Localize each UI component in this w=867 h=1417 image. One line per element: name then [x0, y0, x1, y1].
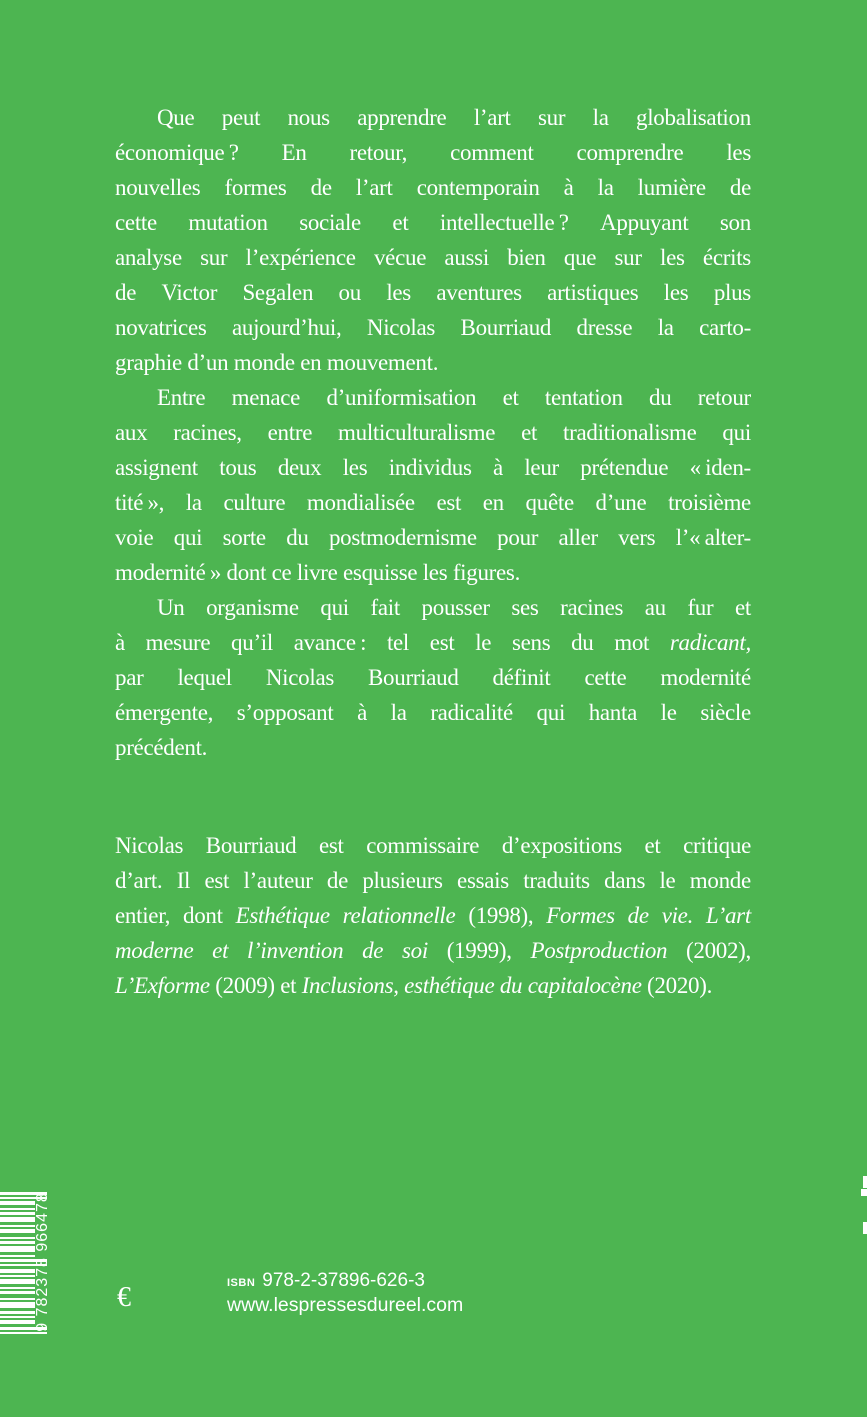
publisher-info [227, 1270, 463, 1316]
text-line: de Victor Segalen ou les aventures artistiques les plus [115, 280, 751, 305]
barcode-bar [0, 1287, 35, 1289]
text-line: Un organisme qui fait pousser ses racines au fur et [157, 595, 751, 620]
price-euro-symbol: € [117, 1282, 131, 1313]
barcode-bar [0, 1255, 35, 1257]
text-line: cette mutation sociale et intellectuelle ? Appuyant son [115, 210, 751, 235]
barcode-bar [0, 1302, 35, 1308]
barcode-bar [0, 1316, 35, 1318]
edge-mark [863, 1176, 867, 1188]
barcode-bar [0, 1320, 35, 1324]
text-line: entier, dont Esthétique relationnelle (1998), Formes de vie. L’art [115, 903, 751, 928]
text-line: moderne et l’invention de soi (1999), Postproduction (2002), [115, 938, 751, 963]
barcode-bar [0, 1208, 35, 1210]
edge-mark [863, 1222, 867, 1234]
barcode-bar [0, 1225, 35, 1227]
text-line: analyse sur l’expérience vécue aussi bien que sur les écrits [115, 245, 751, 270]
text-line: tité », la culture mondialisée est en quête d’une troisième [115, 490, 751, 515]
text-line: assignent tous deux les individus à leur prétendue « iden- [115, 455, 751, 480]
isbn-number: 978-2-37896-626-3 [262, 1270, 425, 1291]
barcode-bar [0, 1311, 35, 1314]
barcode-bar [0, 1279, 35, 1284]
text-line: économique ? En retour, comment comprendre les [115, 140, 751, 165]
text-line: graphie d’un monde en mouvement. [115, 350, 439, 375]
barcode-bar [0, 1241, 35, 1244]
text-line: nouvelles formes de l’art contemporain à la lumière de [115, 175, 751, 200]
barcode-bar [0, 1291, 35, 1294]
barcode-bar [0, 1201, 35, 1205]
edge-mark [861, 1189, 867, 1196]
barcode-bar [0, 1332, 47, 1334]
text-line: d’art. Il est l’auteur de plusieurs essais traduits dans le monde [115, 868, 751, 893]
isbn-label: ISBN [227, 1277, 256, 1289]
text-line: précédent. [115, 735, 208, 760]
barcode-bar [0, 1269, 35, 1273]
barcode-bar [0, 1275, 35, 1277]
text-line: modernité » dont ce livre esquisse les figures. [115, 560, 521, 585]
barcode-digits: 9 782378 966478 [34, 1192, 51, 1332]
text-line: par lequel Nicolas Bourriaud définit cette modernité [115, 665, 751, 690]
isbn-line [227, 1270, 463, 1294]
text-line: Nicolas Bourriaud est commissaire d’expositions et critique [115, 833, 751, 858]
text-line: Que peut nous apprendre l’art sur la globalisation [157, 105, 751, 130]
text-line: émergente, s’opposant à la radicalité qui hanta le siècle [115, 700, 751, 725]
barcode-bar [0, 1298, 35, 1300]
publisher-website: www.lespressesdureel.com [227, 1294, 464, 1316]
barcode-bar [0, 1237, 35, 1239]
barcode [0, 1192, 60, 1337]
author-bio-text [115, 828, 751, 1003]
barcode-bar [0, 1212, 35, 1215]
text-line: novatrices aujourd’hui, Nicolas Bourriaud dresse la carto- [115, 315, 751, 340]
synopsis-text [115, 100, 751, 765]
barcode-bar [0, 1246, 35, 1252]
text-line: L’Exforme (2009) et Inclusions, esthétique du capitalocène (2020). [115, 973, 713, 998]
barcode-bar [0, 1229, 35, 1233]
text-line: à mesure qu’il avance : tel est le sens du mot radicant, [115, 630, 751, 655]
text-line: aux racines, entre multiculturalisme et traditionalisme qui [115, 420, 751, 445]
text-line: voie qui sorte du postmodernisme pour aller vers l’« alter- [115, 525, 751, 550]
text-line: Entre menace d’uniformisation et tentation du retour [157, 385, 751, 410]
barcode-bar [0, 1217, 35, 1222]
